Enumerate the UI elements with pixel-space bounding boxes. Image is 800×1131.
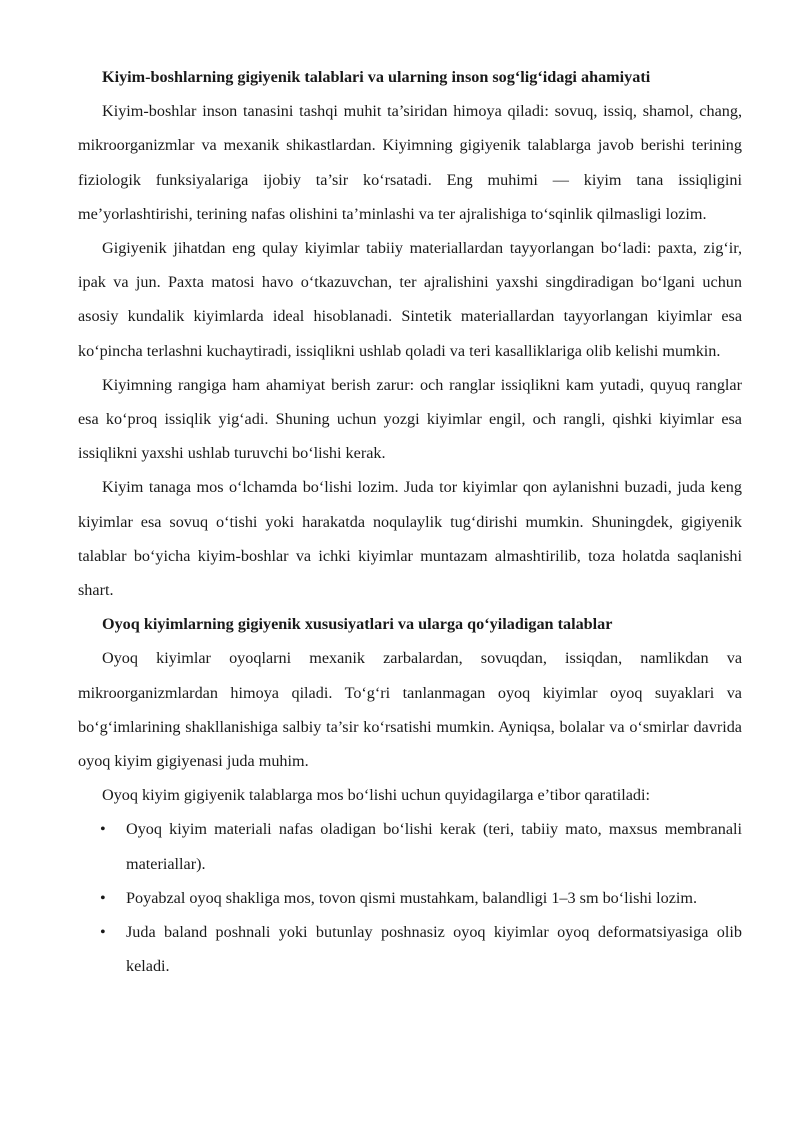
paragraph-footwear-requirements-intro: Oyoq kiyim gigiyenik talablarga mos bo‘lishi uchun quyidagilarga e’tibor qaratiladi: [102, 786, 651, 805]
list-item [78, 812, 742, 880]
paragraph-natural-materials: Gigiyenik jihatdan eng qulay kiyimlar tabiiy materiallardan tayyorlangan bo‘ladi: paxta, zig‘ir, ipak va jun. Paxta matosi havo o‘tkazuvchan, ter ajralishini yaxshi singdiradigan bo‘lgani uchun asosiy kundalik kiyimlarda ideal hisoblanadi. Sintetik materiallardan tayyorlangan kiyimlar esa ko‘pincha terlashni kuchaytiradi, issiqlikni ushlab qoladi va teri kasalliklariga olib kelishi mumkin. [78, 239, 742, 360]
bullet-icon: • [100, 923, 106, 942]
section-heading-clothing-hygiene: Kiyim-boshlarning gigiyenik talablari va ularning inson sog‘lig‘idagi ahamiyati [102, 68, 651, 86]
list-item-text: Poyabzal oyoq shakliga mos, tovon qismi mustahkam, balandligi 1–3 sm bo‘lishi lozim. [126, 888, 698, 907]
footwear-requirements-list [78, 812, 742, 983]
bullet-icon: • [100, 888, 106, 907]
paragraph-clothing-protection: Kiyim-boshlar inson tanasini tashqi muhit ta’siridan himoya qiladi: sovuq, issiq, shamol, chang, mikroorganizmlar va mexanik shikastlardan. Kiyimning gigiyenik talablarga javob berishi terining fiziologik funksiyalariga ijobiy ta’sir ko‘rsatadi. Eng muhimi — kiyim tana issiqligini me’yorlashtirishi, terining nafas olishini ta’minlashi va ter ajralishiga to‘sqinlik qilmasligi lozim. [78, 102, 742, 223]
section-heading-footwear-hygiene: Oyoq kiyimlarning gigiyenik xususiyatlari va ularga qo‘yiladigan talablar [102, 615, 613, 634]
list-item-text: Juda baland poshnali yoki butunlay poshnasiz oyoq kiyimlar oyoq deformatsiyasiga olib keladi. [126, 923, 742, 976]
list-item [78, 881, 742, 915]
list-item [78, 915, 742, 983]
list-item-text: Oyoq kiyim materiali nafas oladigan bo‘lishi kerak (teri, tabiiy mato, maxsus membranali materiallar). [126, 820, 742, 873]
paragraph-footwear-protection: Oyoq kiyimlar oyoqlarni mexanik zarbalardan, sovuqdan, issiqdan, namlikdan va mikroorganizmlardan himoya qiladi. To‘g‘ri tanlanmagan oyoq kiyimlar oyoq suyaklari va bo‘g‘imlarining shakllanishiga salbiy ta’sir ko‘rsatishi mumkin. Ayniqsa, bolalar va o‘smirlar davrida oyoq kiyim gigiyenasi juda muhim. [78, 649, 742, 771]
document-page [78, 60, 742, 983]
paragraph-clothing-size: Kiyim tanaga mos o‘lchamda bo‘lishi lozim. Juda tor kiyimlar qon aylanishni buzadi, juda keng kiyimlar esa sovuq o‘tishi yoki harakatda noqulaylik tug‘dirishi mumkin. Shuningdek, gigiyenik talablar bo‘yicha kiyim-boshlar va ichki kiyimlar muntazam almashtirilib, toza holatda saqlanishi shart. [78, 478, 742, 600]
paragraph-clothing-color: Kiyimning rangiga ham ahamiyat berish zarur: och ranglar issiqlikni kam yutadi, quyuq ranglar esa ko‘proq issiqlik yig‘adi. Shuning uchun yozgi kiyimlar engil, och rangli, qishki kiyimlar esa issiqlikni yaxshi ushlab turuvchi bo‘lishi kerak. [78, 375, 742, 463]
bullet-icon: • [100, 820, 106, 839]
